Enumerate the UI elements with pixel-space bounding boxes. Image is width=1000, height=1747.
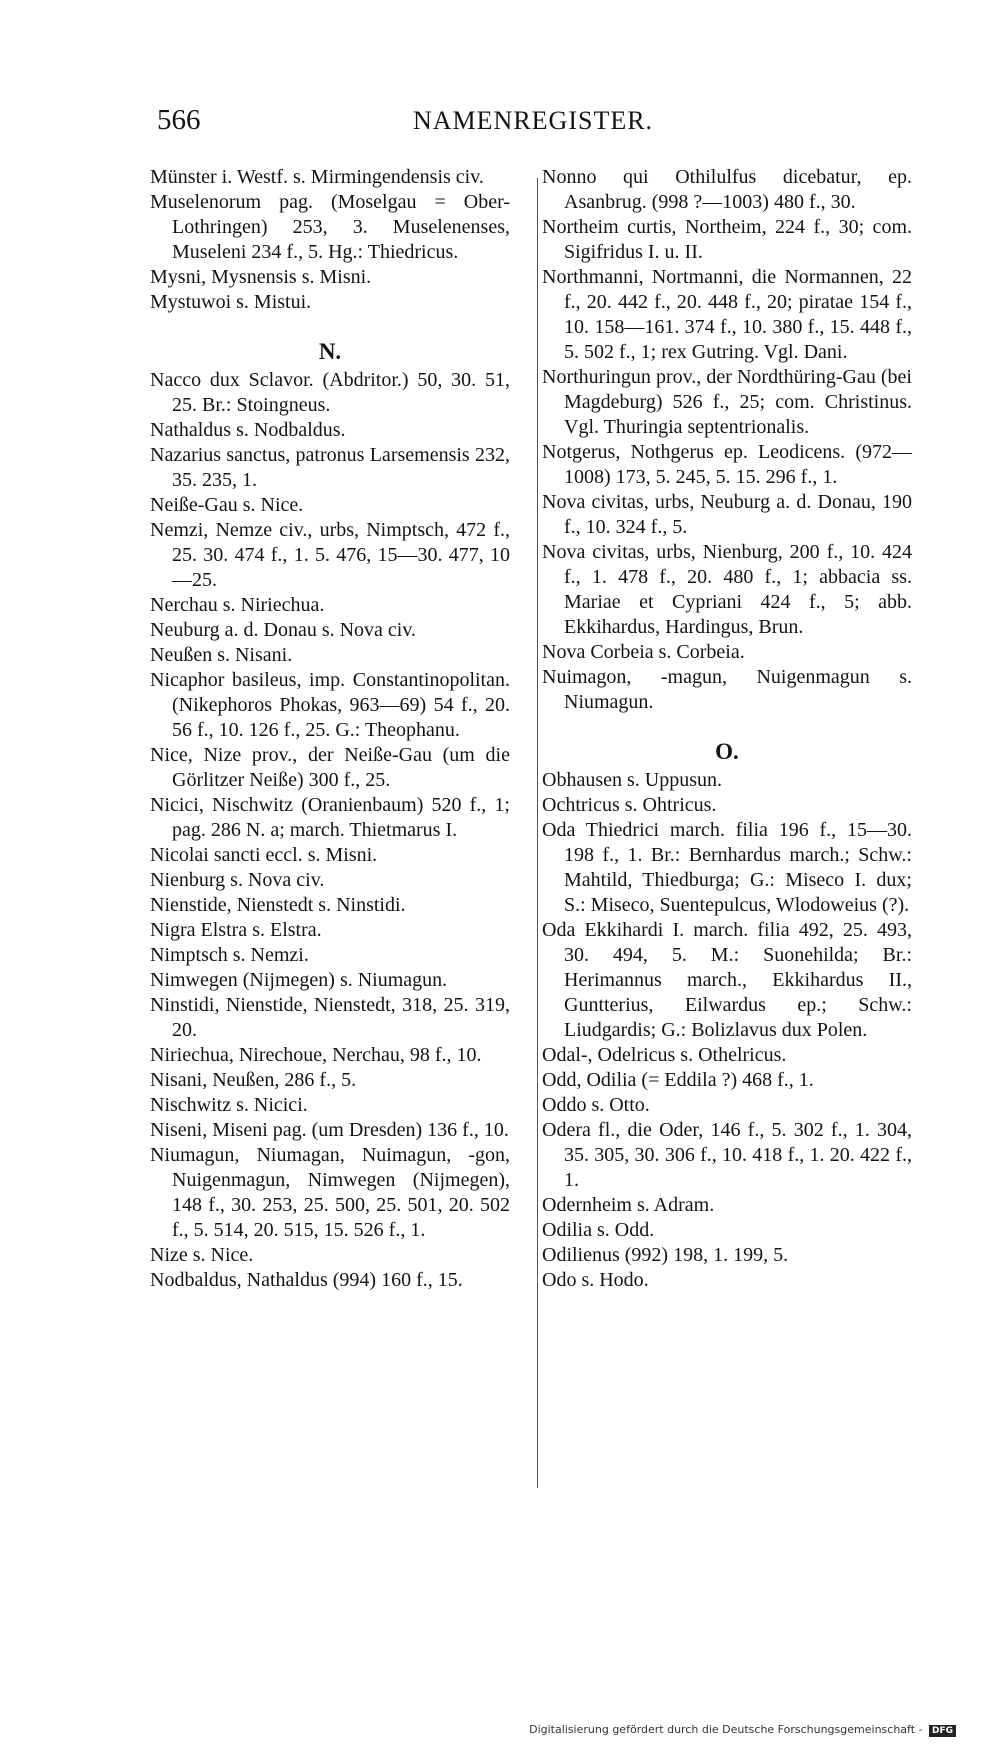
index-entry: Nova Corbeia s. Corbeia. — [542, 641, 745, 663]
index-entry: Oda Ekkihardi I. march. filia 492, 25. 493, 30. 494, 5. M.: Suonehilda; Br.: Herimannus march., Ekkihardus II., Guntterius, Eilwardus ep.; Schw.: Liudgardis; G.: Bolizlavus dux Polen. — [542, 919, 912, 1041]
index-entry: Nerchau s. Niriechua. — [150, 594, 325, 616]
index-entry: Odal-, Odelricus s. Othelricus. — [542, 1044, 787, 1066]
index-entry: Nemzi, Nemze civ., urbs, Nimptsch, 472 f., 25. 30. 474 f., 1. 5. 476, 15—30. 477, 10—25. — [150, 519, 510, 591]
index-entry: Nicici, Nischwitz (Oranienbaum) 520 f., 1; pag. 286 N. a; march. Thietmarus I. — [150, 794, 510, 841]
index-entry: Northuringun prov., der Nordthüring-Gau (bei Magdeburg) 526 f., 25; com. Christinus. Vgl. Thuringia septentrionalis. — [542, 366, 912, 438]
running-title: NAMENREGISTER. — [413, 106, 654, 135]
index-entry: Ochtricus s. Ohtricus. — [542, 794, 717, 816]
index-entry: Odd, Odilia (= Eddila ?) 468 f., 1. — [542, 1069, 814, 1091]
dfg-logo: DFG — [929, 1725, 956, 1737]
index-entry: Nuimagon, -magun, Nuigenmagun s. Niumagun. — [542, 666, 912, 713]
index-entry: Niriechua, Nirechoue, Nerchau, 98 f., 10. — [150, 1044, 482, 1066]
index-entry: Nienburg s. Nova civ. — [150, 869, 325, 891]
credit-text: Digitalisierung gefördert durch die Deutsche Forschungsgemeinschaft - — [529, 1723, 923, 1736]
section-letter-heading: O. — [715, 739, 739, 764]
index-entry: Nimwegen (Nijmegen) s. Niumagun. — [150, 969, 448, 991]
index-entry: Nacco dux Sclavor. (Abdritor.) 50, 30. 51, 25. Br.: Stoingneus. — [150, 369, 510, 416]
index-entry: Mystuwoi s. Mistui. — [150, 291, 312, 313]
index-entry: Nice, Nize prov., der Neiße-Gau (um die Görlitzer Neiße) 300 f., 25. — [150, 744, 510, 791]
index-entry: Odernheim s. Adram. — [542, 1194, 715, 1216]
index-entry: Northeim curtis, Northeim, 224 f., 30; com. Sigifridus I. u. II. — [542, 216, 912, 263]
index-entry: Nova civitas, urbs, Neuburg a. d. Donau, 190 f., 10. 324 f., 5. — [542, 491, 912, 538]
index-entry: Odo s. Hodo. — [542, 1269, 649, 1291]
index-entry: Nisani, Neußen, 286 f., 5. — [150, 1069, 357, 1091]
index-entry: Odilia s. Odd. — [542, 1219, 655, 1241]
index-entry: Nischwitz s. Nicici. — [150, 1094, 308, 1116]
page-number: 566 — [157, 104, 201, 136]
section-letter-heading: N. — [318, 339, 342, 364]
index-entry: Münster i. Westf. s. Mirmingendensis civ. — [150, 166, 484, 188]
left-column — [150, 165, 510, 1293]
index-entry: Mysni, Mysnensis s. Misni. — [150, 266, 372, 288]
index-entry: Nathaldus s. Nodbaldus. — [150, 419, 346, 441]
index-entry: Neiße-Gau s. Nice. — [150, 494, 304, 516]
index-entry: Nova civitas, urbs, Nienburg, 200 f., 10. 424 f., 1. 478 f., 20. 480 f., 1; abbacia ss. Mariae et Cypriani 424 f., 5; abb. Ekkihardus, Hardingus, Brun. — [542, 541, 912, 638]
page-header — [150, 98, 910, 148]
index-entry: Nodbaldus, Nathaldus (994) 160 f., 15. — [150, 1269, 463, 1291]
index-entry: Nize s. Nice. — [150, 1244, 254, 1266]
index-entry: Northmanni, Nortmanni, die Normannen, 22 f., 20. 442 f., 20. 448 f., 20; piratae 154 f., 10. 158—161. 374 f., 10. 380 f., 15. 448 f., 5. 502 f., 1; rex Gutring. Vgl. Dani. — [542, 266, 912, 363]
index-entry: Obhausen s. Uppusun. — [542, 769, 722, 791]
digitization-credit — [529, 1723, 956, 1737]
index-entry: Nonno qui Othilulfus dicebatur, ep. Asanbrug. (998 ?—1003) 480 f., 30. — [542, 166, 912, 213]
index-entry: Odilienus (992) 198, 1. 199, 5. — [542, 1244, 789, 1266]
column-divider — [537, 178, 538, 1488]
index-entry: Nicolai sancti eccl. s. Misni. — [150, 844, 378, 866]
index-entry: Ninstidi, Nienstide, Nienstedt, 318, 25. 319, 20. — [150, 994, 510, 1041]
index-entry: Oddo s. Otto. — [542, 1094, 650, 1116]
index-entry: Neußen s. Nisani. — [150, 644, 293, 666]
index-entry: Nienstide, Nienstedt s. Ninstidi. — [150, 894, 406, 916]
index-entry: Nigra Elstra s. Elstra. — [150, 919, 322, 941]
index-entry: Nimptsch s. Nemzi. — [150, 944, 309, 966]
index-entry: Muselenorum pag. (Moselgau = Ober-Lothringen) 253, 3. Muselenenses, Museleni 234 f., 5. Hg.: Thiedricus. — [150, 191, 510, 263]
right-column — [542, 165, 912, 1293]
index-entry: Odera fl., die Oder, 146 f., 5. 302 f., 1. 304, 35. 305, 30. 306 f., 10. 418 f., 1. 20. 422 f., 1. — [542, 1119, 912, 1191]
index-entry: Neuburg a. d. Donau s. Nova civ. — [150, 619, 417, 641]
index-entry: Nazarius sanctus, patronus Larsemensis 232, 35. 235, 1. — [150, 444, 510, 491]
index-entry: Niumagun, Niumagan, Nuimagun, -gon, Nuigenmagun, Nimwegen (Nijmegen), 148 f., 30. 253, 25. 500, 25. 501, 20. 502 f., 5. 514, 20. 515, 15. 526 f., 1. — [150, 1144, 510, 1241]
index-entry: Oda Thiedrici march. filia 196 f., 15—30. 198 f., 1. Br.: Bernhardus march.; Schw.: Mahtild, Thiedburga; G.: Miseco I. dux; S.: Miseco, Suentepulcus, Wlodoweius (?). — [542, 819, 912, 916]
index-entry: Notgerus, Nothgerus ep. Leodicens. (972—1008) 173, 5. 245, 5. 15. 296 f., 1. — [542, 441, 912, 488]
index-entry: Niseni, Miseni pag. (um Dresden) 136 f., 10. — [150, 1119, 509, 1141]
index-entry: Nicaphor basileus, imp. Constantinopolitan. (Nikephoros Phokas, 963—69) 54 f., 20. 56 f., 10. 126 f., 25. G.: Theophanu. — [150, 669, 510, 741]
